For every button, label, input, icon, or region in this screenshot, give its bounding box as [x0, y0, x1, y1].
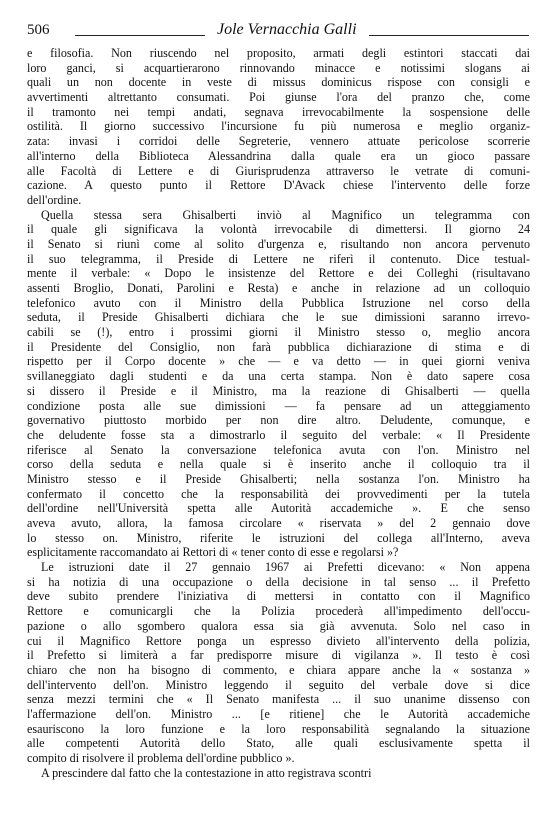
- text-line: alle Facoltà di Lettere e di Giurisprudenza attraverso le vetrate di comuni-: [27, 163, 530, 178]
- paragraph: [27, 560, 530, 766]
- text-line: loro ganci, si acquartierarono rinnovando minacce e notissimi slogans ai: [27, 60, 530, 75]
- text-line: mente il verbale: « Dopo le insistenze del Rettore e dei Colleghi (risultavano: [27, 266, 530, 281]
- text-line: cazione. A questo punto il Rettore D'Avack chiese l'intervento delle forze: [27, 178, 530, 193]
- text-line: si dissero il Preside e il Ministro, ma la reazione di Ghisalberti — quella: [27, 383, 530, 398]
- text-line: e filosofia. Non riuscendo nel proposito, armati degli estintori staccati dai: [27, 46, 530, 60]
- text-line: Ministro stesso e il Preside Ghisalberti; nella sostanza l'on. Ministro ha: [27, 471, 530, 486]
- text-line: Le istruzioni date il 27 gennaio 1967 ai Prefetti dicevano: « Non appena: [41, 560, 530, 575]
- text-line: Quella stessa sera Ghisalberti inviò al Magnifico un telegramma con: [41, 207, 530, 222]
- text-line: lo stesso on. Ministro, riferite le istruzioni del collega all'Interno, aveva: [27, 530, 530, 545]
- text-line: quali un non docente in veste di missus dominicus rispose con consigli e: [27, 75, 530, 90]
- text-line: rispetto per il Corpo docente » che — e va detto — in quei giorni veniva: [27, 354, 530, 369]
- text-line: all'interno della Biblioteca Alessandrina dalla quale era un gioco passare: [27, 148, 530, 163]
- text-line: governativo piuttosto morbido per non dire altro. Deludente, comunque, e: [27, 413, 530, 428]
- text-line: esplicitamente raccomandato ai Rettori di « tener conto di esse e regolarsi »?: [27, 545, 399, 560]
- text-line: dell'intervento dell'on. Ministro leggendo il seguito del verbale dove si dice: [27, 677, 530, 692]
- text-line: l'affermazione dell'on. Ministro ... [e ritiene] che le Autorità accademiche: [27, 706, 530, 721]
- header-rule-left: [75, 35, 205, 36]
- text-line: alle competenti Autorità dello Stato, alle quali esclusivamente spetta il: [27, 736, 530, 751]
- page-header: [27, 20, 527, 46]
- text-line: svillaneggiato dagli studenti e da una certa stampa. Non è dato sapere cosa: [27, 369, 530, 384]
- text-line: dell'ordine nell'Università spetta alle Autorità accademiche ». E che senso: [27, 501, 530, 516]
- text-line: condizione posta alle sue dimissioni — fa pensare ad un atteggiamento: [27, 398, 530, 413]
- body-text: [27, 46, 530, 780]
- text-line: compito di risolvere il problema dell'ordine pubblico ».: [27, 751, 295, 765]
- text-line: A prescindere dal fatto che la contestazione in atto registrava scontri: [41, 765, 372, 780]
- text-line: Rettore e comunicargli che la Polizia procederà all'impedimento dell'occu-: [27, 604, 530, 619]
- text-line: il tramonto nei tempi andati, segnava irrevocabilmente la sospensione delle: [27, 104, 530, 119]
- text-line: esauriscono la loro funzione e la loro responsabilità segnalando la situazione: [27, 721, 530, 736]
- text-line: il Senato si riunì come al solito d'urgenza e, risultando non ancora pervenuto: [27, 236, 530, 251]
- text-line: cabili se (!), entro i prossimi giorni il Ministro stesso o, meglio ancora: [27, 325, 530, 340]
- text-line: avvertimenti altrettanto consumati. Poi giunse l'ora del pranzo che, come: [27, 90, 530, 105]
- text-line: corso della seduta e nella quale si è inserito anche il colloquio tra il: [27, 457, 530, 472]
- text-line: riferisce al Senato la conversazione telefonica avuta con l'on. Ministro nel: [27, 442, 530, 457]
- paragraph: [27, 766, 530, 781]
- text-line: il quale gli significava la volontà irrevocabile di dimettersi. Il giorno 24: [27, 222, 530, 237]
- paragraph: [27, 208, 530, 561]
- text-line: aveva avuto, allora, la famosa circolare « riservata » del 2 gennaio dove: [27, 516, 530, 530]
- text-line: assenti Broglio, Donati, Parolini e Resta) e anche in relazione ad un colloquio: [27, 281, 530, 295]
- text-line: confermato il concetto che la responsabilità dei provvedimenti per la tutela: [27, 486, 530, 501]
- text-line: chiaro che non ha bisogno di commento, e chiara appare anche la « sostanza »: [27, 662, 530, 677]
- text-line: il Presidente del Consiglio, non farà pubblica dichiarazione di stima e di: [27, 339, 530, 354]
- text-line: dell'ordine.: [27, 192, 82, 207]
- text-line: telefonico avuto con il Ministro della Pubblica Istruzione nel corso della: [27, 295, 530, 310]
- text-line: seduta, il Preside Ghisalberti dichiara che le sue dimissioni saranno irrevo-: [27, 310, 530, 325]
- running-title: Jole Vernacchia Galli: [217, 21, 357, 38]
- text-line: cui il Magnifico Rettore ponga un espresso divieto all'intervento della polizia,: [27, 633, 530, 648]
- paragraph: [27, 46, 530, 208]
- text-line: pazione o allo sgombero qualora essa sia già avvenuta. Solo nel caso in: [27, 618, 530, 633]
- text-line: senza mezzi termini che « Il Senato manifesta ... il suo unanime dissenso con: [27, 692, 530, 707]
- text-line: ostilità. Il giorno successivo l'incursione fu più numerosa e meglio organiz-: [27, 119, 530, 134]
- text-line: zata: invasi i corridoi delle Segreterie, vennero attuate pericolose scorrerie: [27, 134, 530, 149]
- page-number: 506: [27, 22, 50, 38]
- text-line: il Prefetto si limiterà a far predisporre misure di vigilanza ». Il testo è così: [27, 648, 530, 663]
- header-rule-right: [369, 35, 529, 36]
- text-line: deve subito prendere l'iniziativa di mettersi in contatto con il Magnifico: [27, 589, 530, 604]
- text-line: che deludente fosse sta a dimostrarlo il seguito del verbale: « Il Presidente: [27, 427, 530, 442]
- text-line: si ha notizia di una occupazione o della decisione in tal senso ... il Prefetto: [27, 574, 530, 589]
- text-line: il suo telegramma, il Preside di Lettere ne riferì il contenuto. Dice testual-: [27, 251, 530, 266]
